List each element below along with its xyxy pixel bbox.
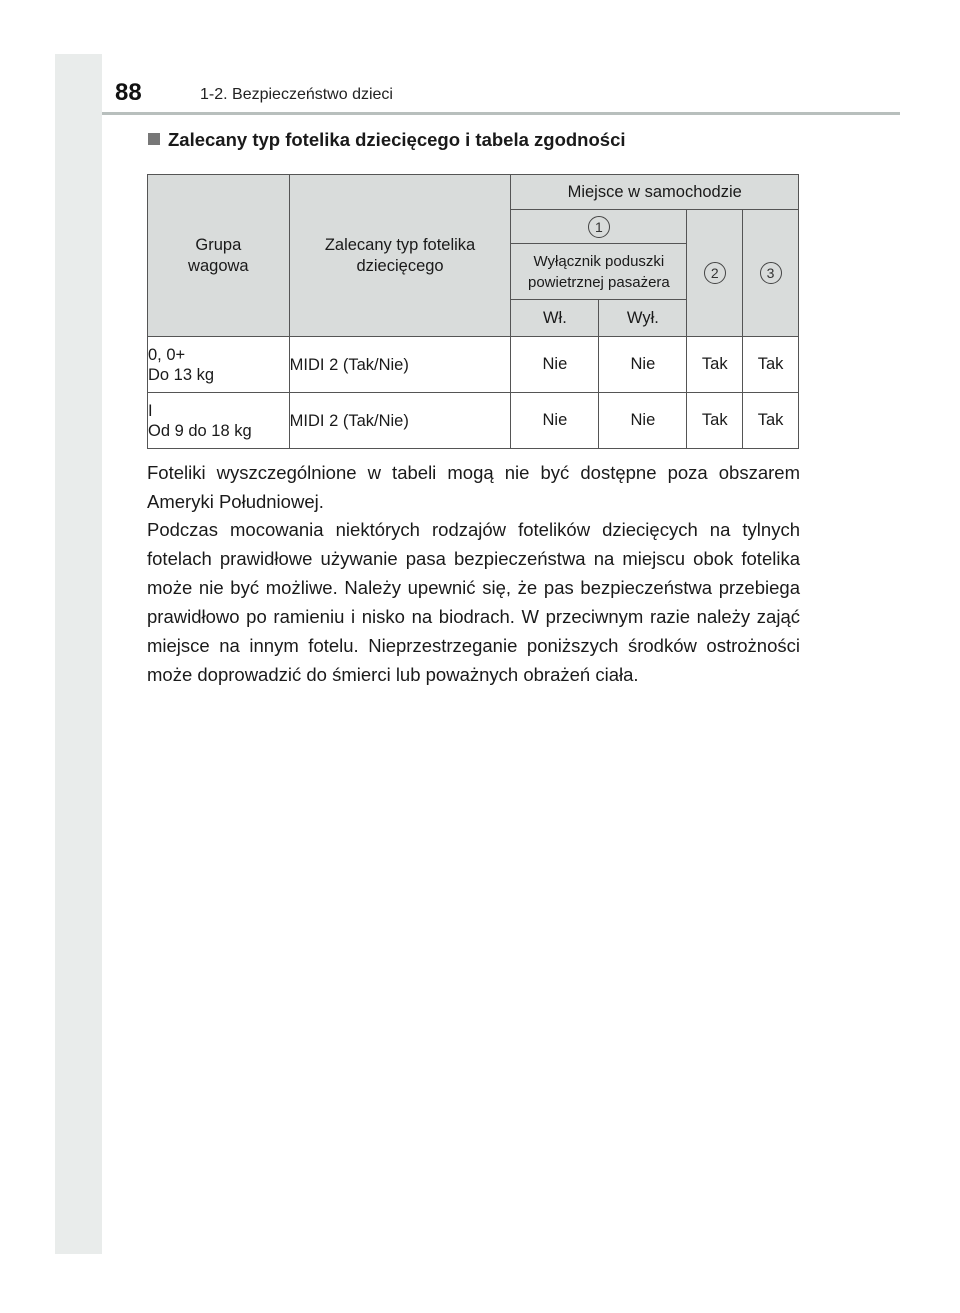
header-on: Wł. [511, 300, 599, 337]
seat-3-cell: Tak [743, 337, 799, 393]
side-margin-strip [55, 54, 102, 1254]
weight-group-cell: I Od 9 do 18 kg [148, 393, 290, 449]
compatibility-table [147, 174, 799, 449]
seat-1-on-cell: Nie [511, 337, 599, 393]
header-seat-3 [743, 210, 799, 337]
seat-2-cell: Tak [687, 393, 743, 449]
seat-1-on-cell: Nie [511, 393, 599, 449]
header-divider [102, 112, 900, 115]
seatbelt-warning: Podczas mocowania niektórych rodzajów fotelików dziecięcych na tylnych fotelach prawidłowe używanie pasa bezpieczeństwa na miejscu obok fotelika może nie być możliwe. Należy upewnić się, że pas bezpieczeństwa przebiega prawidłowo po ramieniu i nisko na biodrach. W przeciwnym razie należy zająć miejsce na innym fotelu. Nieprzestrzeganie poniższych środków ostrożności może doprowadzić do śmierci lub poważnych obrażeń ciała. [147, 519, 800, 685]
table-row [148, 393, 799, 449]
seat-2-circle-icon: 2 [704, 262, 726, 284]
seat-1-off-cell: Nie [599, 393, 687, 449]
header-off: Wył. [599, 300, 687, 337]
header-vehicle-position: Miejsce w samochodzie [511, 175, 799, 210]
page-number: 88 [115, 79, 142, 106]
section-title: 1-2. Bezpieczeństwo dzieci [200, 86, 393, 103]
seat-3-cell: Tak [743, 393, 799, 449]
page-header [102, 54, 900, 110]
heading-text: Zalecany typ fotelika dziecięcego i tabela zgodności [168, 129, 626, 150]
section-heading [148, 129, 626, 151]
seat-3-circle-icon: 3 [760, 262, 782, 284]
square-bullet-icon [148, 133, 160, 145]
weight-group-cell: 0, 0+ Do 13 kg [148, 337, 290, 393]
header-seat-1 [511, 210, 687, 244]
header-seat-type: Zalecany typ fotelika dziecięcego [289, 175, 511, 337]
table-row [148, 337, 799, 393]
header-weight-group: Grupa wagowa [148, 175, 290, 337]
header-airbag-switch: Wyłącznik poduszki powietrznej pasażera [511, 244, 687, 300]
availability-note: Foteliki wyszczególnione w tabeli mogą nie być dostępne poza obszarem Ameryki Południowej. [147, 462, 800, 512]
seat-type-cell: MIDI 2 (Tak/Nie) [289, 393, 511, 449]
seat-type-cell: MIDI 2 (Tak/Nie) [289, 337, 511, 393]
seat-2-cell: Tak [687, 337, 743, 393]
header-seat-2 [687, 210, 743, 337]
seat-1-circle-icon: 1 [588, 216, 610, 238]
seat-1-off-cell: Nie [599, 337, 687, 393]
